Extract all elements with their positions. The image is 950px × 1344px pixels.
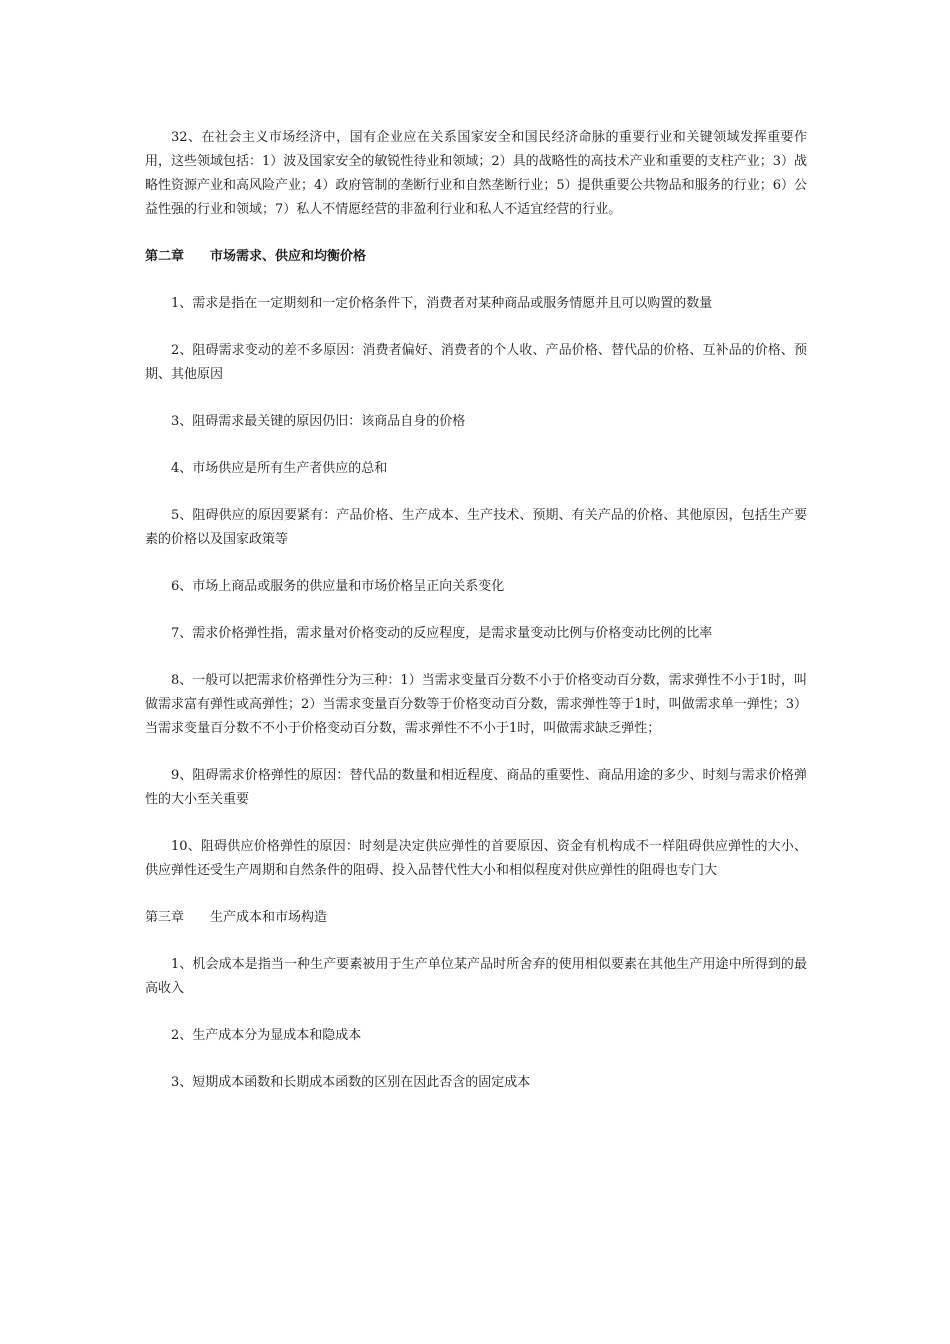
paragraph-ch2-1: 1、需求是指在一定期刻和一定价格条件下，消费者对某种商品或服务情愿并且可以购置的数量 — [171, 296, 713, 311]
paragraph-ch2-4: 4、市场供应是所有生产者供应的总和 — [171, 461, 388, 476]
document-page — [145, 126, 807, 1118]
paragraph-ch2-6: 6、市场上商品或服务的供应量和市场价格呈正向关系变化 — [171, 579, 505, 594]
paragraph-ch2-8: 8、一般可以把需求价格弹性分为三种：1）当需求变量百分数不小于价格变动百分数，需求弹性不小于1时，叫做需求富有弹性或高弹性；2）当需求变量百分数等于价格变动百分数，需求弹性等于1时，叫做需求单一弹性；3）当需求变量百分数不不小于价格变动百分数，需求弹性不不小于1时，叫做需求缺乏弹性； — [145, 673, 807, 736]
paragraph-ch2-2: 2、阻碍需求变动的差不多原因：消费者偏好、消费者的个人收、产品价格、替代品的价格、互补品的价格、预期、其他原因 — [145, 343, 807, 382]
paragraph-ch2-7: 7、需求价格弹性指，需求量对价格变动的反应程度，是需求量变动比例与价格变动比例的比率 — [171, 626, 713, 641]
paragraph-32: 32、在社会主义市场经济中，国有企业应在关系国家安全和国民经济命脉的重要行业和关键领域发挥重要作用，这些领域包括：1）波及国家安全的敏锐性待业和领域；2）具的战略性的高技术产业和重要的支柱产业；3）战略性资源产业和高风险产业；4）政府管制的垄断行业和自然垄断行业；5）提供重要公共物品和服务的行业；6）公益性强的行业和领域；7）私人不情愿经营的非盈利行业和私人不适宜经营的行业。 — [145, 130, 807, 217]
chapter-3-heading: 第三章 生产成本和市场构造 — [145, 910, 328, 925]
paragraph-ch3-2: 2、生产成本分为显成本和隐成本 — [171, 1028, 362, 1043]
paragraph-ch2-5: 5、阻碍供应的原因要紧有：产品价格、生产成本、生产技术、预期、有关产品的价格、其他原因，包括生产要素的价格以及国家政策等 — [145, 508, 807, 547]
paragraph-ch2-3: 3、阻碍需求最关键的原因仍旧：该商品自身的价格 — [171, 414, 466, 429]
paragraph-ch3-3: 3、短期成本函数和长期成本函数的区别在因此否含的固定成本 — [171, 1075, 531, 1090]
paragraph-ch2-10: 10、阻碍供应价格弹性的原因：时刻是决定供应弹性的首要原因、资金有机构成不一样阻碍供应弹性的大小、供应弹性还受生产周期和自然条件的阻碍、投入品替代性大小和相似程度对供应弹性的阻碍也专门大 — [145, 839, 807, 878]
chapter-2-heading: 第二章 市场需求、供应和均衡价格 — [145, 249, 367, 264]
paragraph-ch2-9: 9、阻碍需求价格弹性的原因：替代品的数量和相近程度、商品的重要性、商品用途的多少、时刻与需求价格弹性的大小至关重要 — [145, 768, 807, 807]
paragraph-ch3-1: 1、机会成本是指当一种生产要素被用于生产单位某产品时所舍弃的使用相似要素在其他生产用途中所得到的最高收入 — [145, 957, 807, 996]
